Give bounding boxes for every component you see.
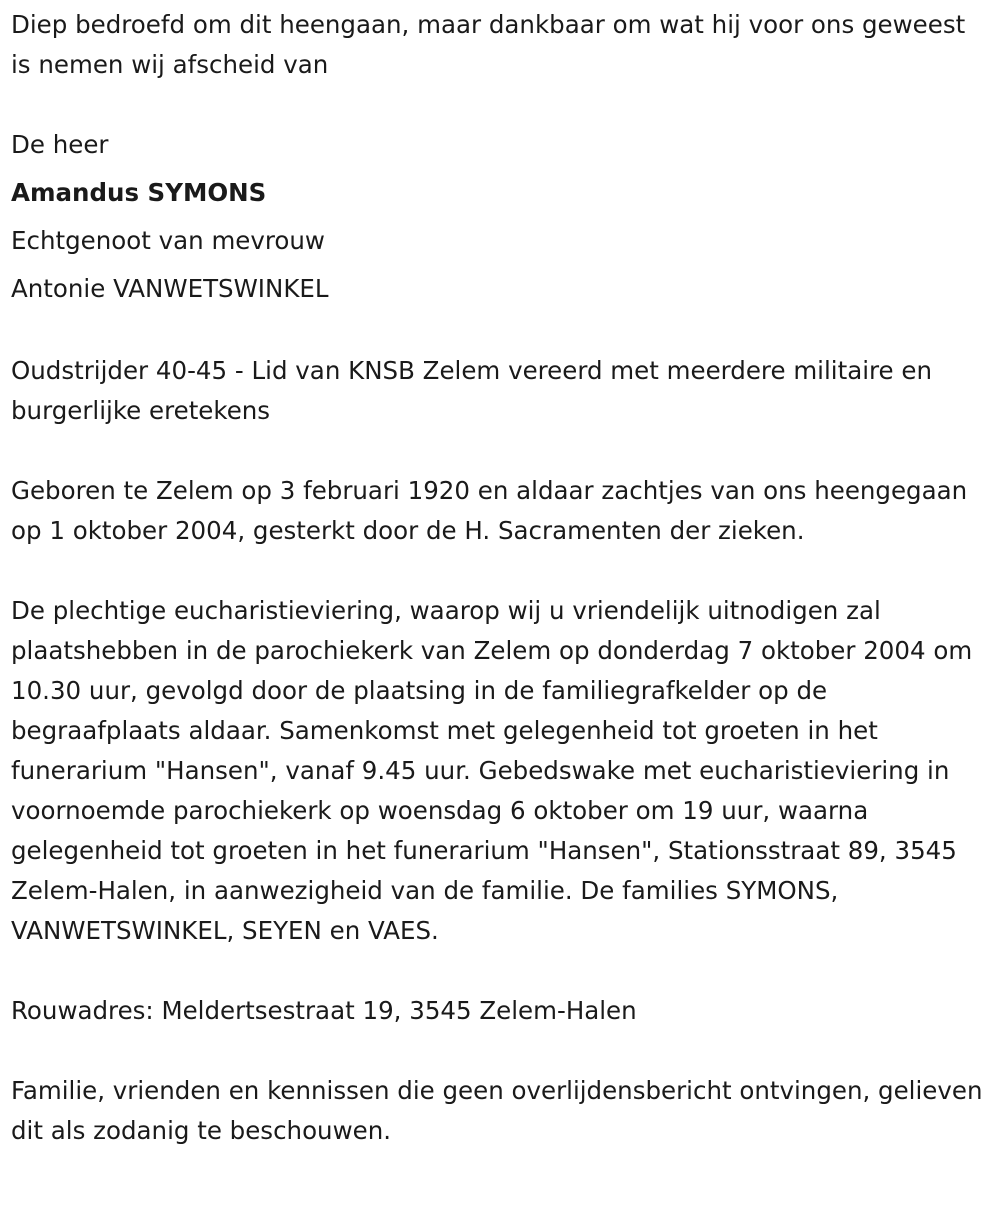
spacer bbox=[11, 313, 991, 351]
spacer bbox=[11, 951, 991, 991]
spacer bbox=[11, 85, 991, 125]
obituary-document bbox=[11, 5, 991, 1151]
closing-text: Familie, vrienden en kennissen die geen overlijdensbericht ontvingen, gelieven dit als zodanig te beschouwen. bbox=[11, 1076, 983, 1145]
spacer bbox=[11, 431, 991, 471]
honors-text: Oudstrijder 40-45 - Lid van KNSB Zelem vereerd met meerdere militaire en burgerlijke eretekens bbox=[11, 356, 933, 425]
spacer bbox=[11, 551, 991, 591]
deceased-name: Amandus SYMONS bbox=[11, 178, 267, 207]
spouse-name: Antonie VANWETSWINKEL bbox=[11, 274, 329, 303]
birth-death-text: Geboren te Zelem op 3 februari 1920 en aldaar zachtjes van ons heengegaan op 1 oktober 2004, gesterkt door de H. Sacramenten der zieken. bbox=[11, 476, 968, 545]
ceremony-text: De plechtige eucharistieviering, waarop wij u vriendelijk uitnodigen zal plaatshebben in de parochiekerk van Zelem op donderdag 7 oktober 2004 om 10.30 uur, gevolgd door de plaatsing in de familiegrafkelder op de begraafplaats aldaar. Samenkomst met gelegenheid tot groeten in het funerarium "Hansen", vanaf 9.45 uur. Gebedswake met eucharistieviering in voornoemde parochiekerk op woensdag 6 oktober om 19 uur, waarna gelegenheid tot groeten in het funerarium "Hansen", Stationsstraat 89, 3545 Zelem-Halen, in aanwezigheid van de familie. De families SYMONS, VANWETSWINKEL, SEYEN en VAES. bbox=[11, 596, 973, 945]
spacer bbox=[11, 1031, 991, 1071]
intro-text: Diep bedroefd om dit heengaan, maar dankbaar om wat hij voor ons geweest is nemen wij afscheid van bbox=[11, 10, 966, 79]
address-text: Rouwadres: Meldertsestraat 19, 3545 Zelem-Halen bbox=[11, 996, 637, 1025]
spouse-label: Echtgenoot van mevrouw bbox=[11, 226, 325, 255]
salutation: De heer bbox=[11, 130, 109, 159]
